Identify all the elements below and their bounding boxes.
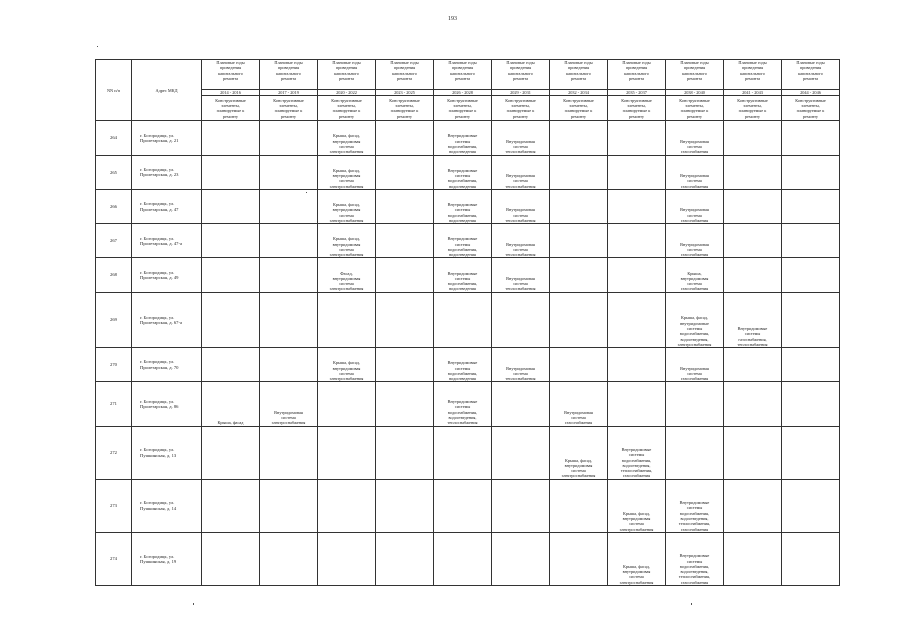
header-elements-9: Конструктивные элементы, планируемые к ремонту (724, 96, 782, 121)
repair-elements-cell: Внутридомовая система газоснабжения (666, 121, 724, 155)
row-address: г. Богородицк, ул. Пролетарская, д. 67-а (132, 292, 202, 347)
header-period-6: Плановые годы проведения капитального ремонта (550, 60, 608, 90)
header-elements-10: Конструктивные элементы, планируемые к ремонту (782, 96, 840, 121)
repair-elements-cell: Крыша, фасад, внутридомовая система электроснабжения (608, 532, 666, 585)
row-number: 274 (96, 532, 132, 585)
row-address: г. Богородицк, ул. Пушкинская, д. 13 (132, 426, 202, 479)
header-address: Адрес МКД (132, 60, 202, 121)
header-years-7: 2035 - 2037 (608, 90, 666, 96)
repair-elements-cell (492, 382, 550, 426)
repair-elements-cell (724, 532, 782, 585)
repair-elements-cell: Внутридомовая система газоснабжения (550, 382, 608, 426)
repair-elements-cell (202, 292, 260, 347)
header-elements-8: Конструктивные элементы, планируемые к ремонту (666, 96, 724, 121)
repair-elements-cell (782, 292, 840, 347)
header-years-10: 2044 - 2046 (782, 90, 840, 96)
row-number: 271 (96, 382, 132, 426)
repair-elements-cell: Крыша, фасад, внутридомовая система электроснабжения (318, 121, 376, 155)
row-number: 270 (96, 348, 132, 382)
header-years-6: 2032 - 2034 (550, 90, 608, 96)
row-address: г. Богородицк, ул. Пролетарская, д. 47 (132, 189, 202, 223)
header-elements-5: Конструктивные элементы, планируемые к ремонту (492, 96, 550, 121)
repair-elements-cell (782, 155, 840, 189)
header-period-4: Плановые годы проведения капитального ремонта (434, 60, 492, 90)
row-number: 265 (96, 155, 132, 189)
header-elements-0: Конструктивные элементы, планируемые к ремонту (202, 96, 260, 121)
repair-elements-cell: Внутридомовые системы водоснабжения, водоотведения, теплоснабжения, газоснабжения (608, 426, 666, 479)
repair-elements-cell: Внутридомовая система теплоснабжения (492, 155, 550, 189)
row-number: 264 (96, 121, 132, 155)
row-number: 269 (96, 292, 132, 347)
repair-elements-cell: Крыша, фасад, внутридомовая система электроснабжения (318, 224, 376, 258)
row-number: 273 (96, 479, 132, 532)
repair-elements-cell (492, 479, 550, 532)
repair-elements-cell: Внутридомовая система газоснабжения (666, 348, 724, 382)
repair-elements-cell (260, 121, 318, 155)
page-number: 193 (448, 16, 457, 22)
repair-elements-cell: Внутридомовые системы водоснабжения, водоотведения, теплоснабжения, газоснабжения (666, 532, 724, 585)
table-row (96, 121, 840, 155)
header-period-8: Плановые годы проведения капитального ремонта (666, 60, 724, 90)
repair-elements-cell (724, 348, 782, 382)
row-number: 266 (96, 189, 132, 223)
repair-elements-cell (434, 479, 492, 532)
repair-elements-cell (782, 121, 840, 155)
header-period-3: Плановые годы проведения капитального ремонта (376, 60, 434, 90)
repair-elements-cell (202, 189, 260, 223)
repair-elements-cell (260, 479, 318, 532)
repair-elements-cell: Внутридомовые системы водоснабжения, водоотведения (434, 348, 492, 382)
repair-elements-cell: Внутридомовая система газоснабжения (666, 155, 724, 189)
repair-elements-cell: Внутридомовая система электроснабжения (260, 382, 318, 426)
repair-elements-cell (376, 382, 434, 426)
repair-elements-cell (782, 224, 840, 258)
header-elements-2: Конструктивные элементы, планируемые к ремонту (318, 96, 376, 121)
header-elements-4: Конструктивные элементы, планируемые к ремонту (434, 96, 492, 121)
repair-elements-cell (608, 224, 666, 258)
repair-elements-cell (724, 121, 782, 155)
header-elements-1: Конструктивные элементы, планируемые к ремонту (260, 96, 318, 121)
header-years-0: 2014 - 2016 (202, 90, 260, 96)
repair-elements-cell (202, 426, 260, 479)
repair-elements-cell (202, 121, 260, 155)
header-years-2: 2020 - 2022 (318, 90, 376, 96)
repair-elements-cell (666, 426, 724, 479)
table-row (96, 292, 840, 347)
table-row (96, 348, 840, 382)
repair-elements-cell (782, 258, 840, 292)
header-elements-7: Конструктивные элементы, планируемые к ремонту (608, 96, 666, 121)
repair-elements-cell (260, 532, 318, 585)
repair-elements-cell (318, 292, 376, 347)
repair-elements-cell (724, 224, 782, 258)
repair-elements-cell (782, 189, 840, 223)
repair-elements-cell: Внутридомовая система газоснабжения (666, 189, 724, 223)
row-address: г. Богородицк, ул. Пролетарская, д. 23 (132, 155, 202, 189)
table-row (96, 532, 840, 585)
scan-mark (306, 192, 307, 193)
repair-elements-cell (434, 532, 492, 585)
header-years-5: 2029 - 2031 (492, 90, 550, 96)
repair-elements-cell: Внутридомовые системы водоснабжения, водоотведения (434, 121, 492, 155)
repair-elements-cell (318, 426, 376, 479)
repair-elements-cell: Фасад, внутридомовая система электроснабжения (318, 258, 376, 292)
repair-elements-cell (376, 426, 434, 479)
repair-elements-cell (608, 155, 666, 189)
repair-elements-cell: Крыша, внутридомовая система газоснабжения (666, 258, 724, 292)
repair-elements-cell: Крыша, фасад, внутридомовая система электроснабжения (318, 189, 376, 223)
header-years-4: 2026 - 2028 (434, 90, 492, 96)
capital-repair-table (95, 59, 840, 586)
repair-elements-cell (376, 258, 434, 292)
repair-elements-cell (260, 189, 318, 223)
repair-elements-cell (782, 348, 840, 382)
repair-elements-cell (260, 348, 318, 382)
repair-elements-cell: Крыша, фасад, внутридомовая система электроснабжения (318, 348, 376, 382)
repair-elements-cell: Внутридомовые системы водоснабжения, водоотведения, теплоснабжения, газоснабжения (666, 479, 724, 532)
table-row (96, 479, 840, 532)
repair-elements-cell (202, 258, 260, 292)
header-years-9: 2041 - 2043 (724, 90, 782, 96)
row-address: г. Богородицк, ул. Пролетарская, д. 70 (132, 348, 202, 382)
repair-elements-cell (724, 189, 782, 223)
repair-elements-cell: Крыша, фасад, внутридомовая система электроснабжения (608, 479, 666, 532)
row-address: г. Богородицк, ул. Пролетарская, д. 86 (132, 382, 202, 426)
repair-elements-cell: Внутридомовые системы водоснабжения, водоотведения, теплоснабжения (434, 382, 492, 426)
scan-mark (193, 603, 194, 605)
repair-elements-cell (724, 382, 782, 426)
repair-elements-cell: Крыша, фасад, внутридомовые системы водоснабжения, водоотведения, электроснабжения (666, 292, 724, 347)
repair-elements-cell (260, 155, 318, 189)
repair-elements-cell (550, 348, 608, 382)
repair-elements-cell (376, 121, 434, 155)
repair-elements-cell (608, 258, 666, 292)
repair-elements-cell (782, 382, 840, 426)
row-address: г. Богородицк, ул. Пролетарская, д. 21 (132, 121, 202, 155)
repair-elements-cell (434, 292, 492, 347)
header-years-8: 2038 - 2040 (666, 90, 724, 96)
repair-elements-cell (260, 258, 318, 292)
repair-elements-cell (550, 121, 608, 155)
repair-elements-cell (376, 155, 434, 189)
repair-elements-cell: Внутридомовая система газоснабжения (666, 224, 724, 258)
repair-elements-cell (550, 532, 608, 585)
table-row (96, 224, 840, 258)
scan-mark (97, 46, 98, 47)
row-address: г. Богородицк, ул. Пушкинская, д. 19 (132, 532, 202, 585)
header-elements-3: Конструктивные элементы, планируемые к ремонту (376, 96, 434, 121)
repair-elements-cell (376, 224, 434, 258)
table-row (96, 189, 840, 223)
scan-mark (691, 603, 692, 605)
repair-elements-cell: Внутридомовая система теплоснабжения (492, 189, 550, 223)
repair-elements-cell (724, 479, 782, 532)
row-address: г. Богородицк, ул. Пушкинская, д. 14 (132, 479, 202, 532)
repair-elements-cell (376, 189, 434, 223)
repair-elements-cell (376, 532, 434, 585)
header-period-5: Плановые годы проведения капитального ремонта (492, 60, 550, 90)
repair-elements-cell (782, 426, 840, 479)
repair-elements-cell (492, 426, 550, 479)
row-address: г. Богородицк, ул. Пролетарская, д. 47-а (132, 224, 202, 258)
repair-elements-cell (376, 479, 434, 532)
repair-elements-cell: Крыша, фасад, внутридомовая система электроснабжения (318, 155, 376, 189)
table-row (96, 155, 840, 189)
repair-elements-cell (492, 292, 550, 347)
table-row (96, 382, 840, 426)
repair-elements-cell: Внутридомовая система теплоснабжения (492, 121, 550, 155)
repair-elements-cell (260, 426, 318, 479)
repair-elements-cell (202, 532, 260, 585)
header-period-9: Плановые годы проведения капитального ремонта (724, 60, 782, 90)
repair-elements-cell (376, 292, 434, 347)
repair-elements-cell: Внутридомовая система теплоснабжения (492, 348, 550, 382)
header-num: NN п/п (96, 60, 132, 121)
header-period-1: Плановые годы проведения капитального ремонта (260, 60, 318, 90)
repair-elements-cell (724, 155, 782, 189)
repair-elements-cell (608, 348, 666, 382)
repair-elements-cell (608, 121, 666, 155)
repair-elements-cell (608, 189, 666, 223)
repair-elements-cell (318, 479, 376, 532)
table-header (96, 60, 840, 121)
header-elements-6: Конструктивные элементы, планируемые к ремонту (550, 96, 608, 121)
repair-elements-cell (550, 189, 608, 223)
repair-elements-cell (782, 479, 840, 532)
table-body (96, 121, 840, 586)
table-row (96, 258, 840, 292)
repair-elements-cell: Крыша, фасад, внутридомовая система электроснабжения (550, 426, 608, 479)
repair-elements-cell (202, 224, 260, 258)
repair-elements-cell (492, 532, 550, 585)
header-period-10: Плановые годы проведения капитального ремонта (782, 60, 840, 90)
repair-elements-cell (608, 382, 666, 426)
row-number: 267 (96, 224, 132, 258)
repair-elements-cell (724, 426, 782, 479)
repair-elements-cell (318, 532, 376, 585)
repair-elements-cell: Внутридомовые системы водоснабжения, водоотведения (434, 258, 492, 292)
repair-elements-cell (260, 224, 318, 258)
row-address: г. Богородицк, ул. Пролетарская, д. 49 (132, 258, 202, 292)
row-number: 272 (96, 426, 132, 479)
table-row (96, 426, 840, 479)
repair-elements-cell (550, 479, 608, 532)
header-years-3: 2023 - 2025 (376, 90, 434, 96)
repair-elements-cell (666, 382, 724, 426)
row-number: 268 (96, 258, 132, 292)
repair-elements-cell (724, 258, 782, 292)
repair-elements-cell (550, 258, 608, 292)
header-period-7: Плановые годы проведения капитального ремонта (608, 60, 666, 90)
repair-elements-cell: Внутридомовая система теплоснабжения (492, 224, 550, 258)
header-years-1: 2017 - 2019 (260, 90, 318, 96)
repair-elements-cell (260, 292, 318, 347)
repair-elements-cell: Крыша, фасад (202, 382, 260, 426)
repair-elements-cell (202, 155, 260, 189)
repair-elements-cell: Внутридомовая система теплоснабжения (492, 258, 550, 292)
repair-elements-cell (782, 532, 840, 585)
repair-elements-cell: Внутридомовые системы газоснабжения, теплоснабжения (724, 292, 782, 347)
repair-elements-cell: Внутридомовые системы водоснабжения, водоотведения (434, 155, 492, 189)
repair-elements-cell (608, 292, 666, 347)
repair-elements-cell: Внутридомовые системы водоснабжения, водоотведения (434, 224, 492, 258)
repair-elements-cell (550, 292, 608, 347)
repair-elements-cell (550, 155, 608, 189)
repair-elements-cell (318, 382, 376, 426)
repair-elements-cell (202, 348, 260, 382)
repair-elements-cell (434, 426, 492, 479)
repair-elements-cell (376, 348, 434, 382)
header-period-2: Плановые годы проведения капитального ремонта (318, 60, 376, 90)
repair-elements-cell (202, 479, 260, 532)
repair-elements-cell: Внутридомовые системы водоснабжения, водоотведения (434, 189, 492, 223)
repair-elements-cell (550, 224, 608, 258)
header-period-0: Плановые годы проведения капитального ремонта (202, 60, 260, 90)
